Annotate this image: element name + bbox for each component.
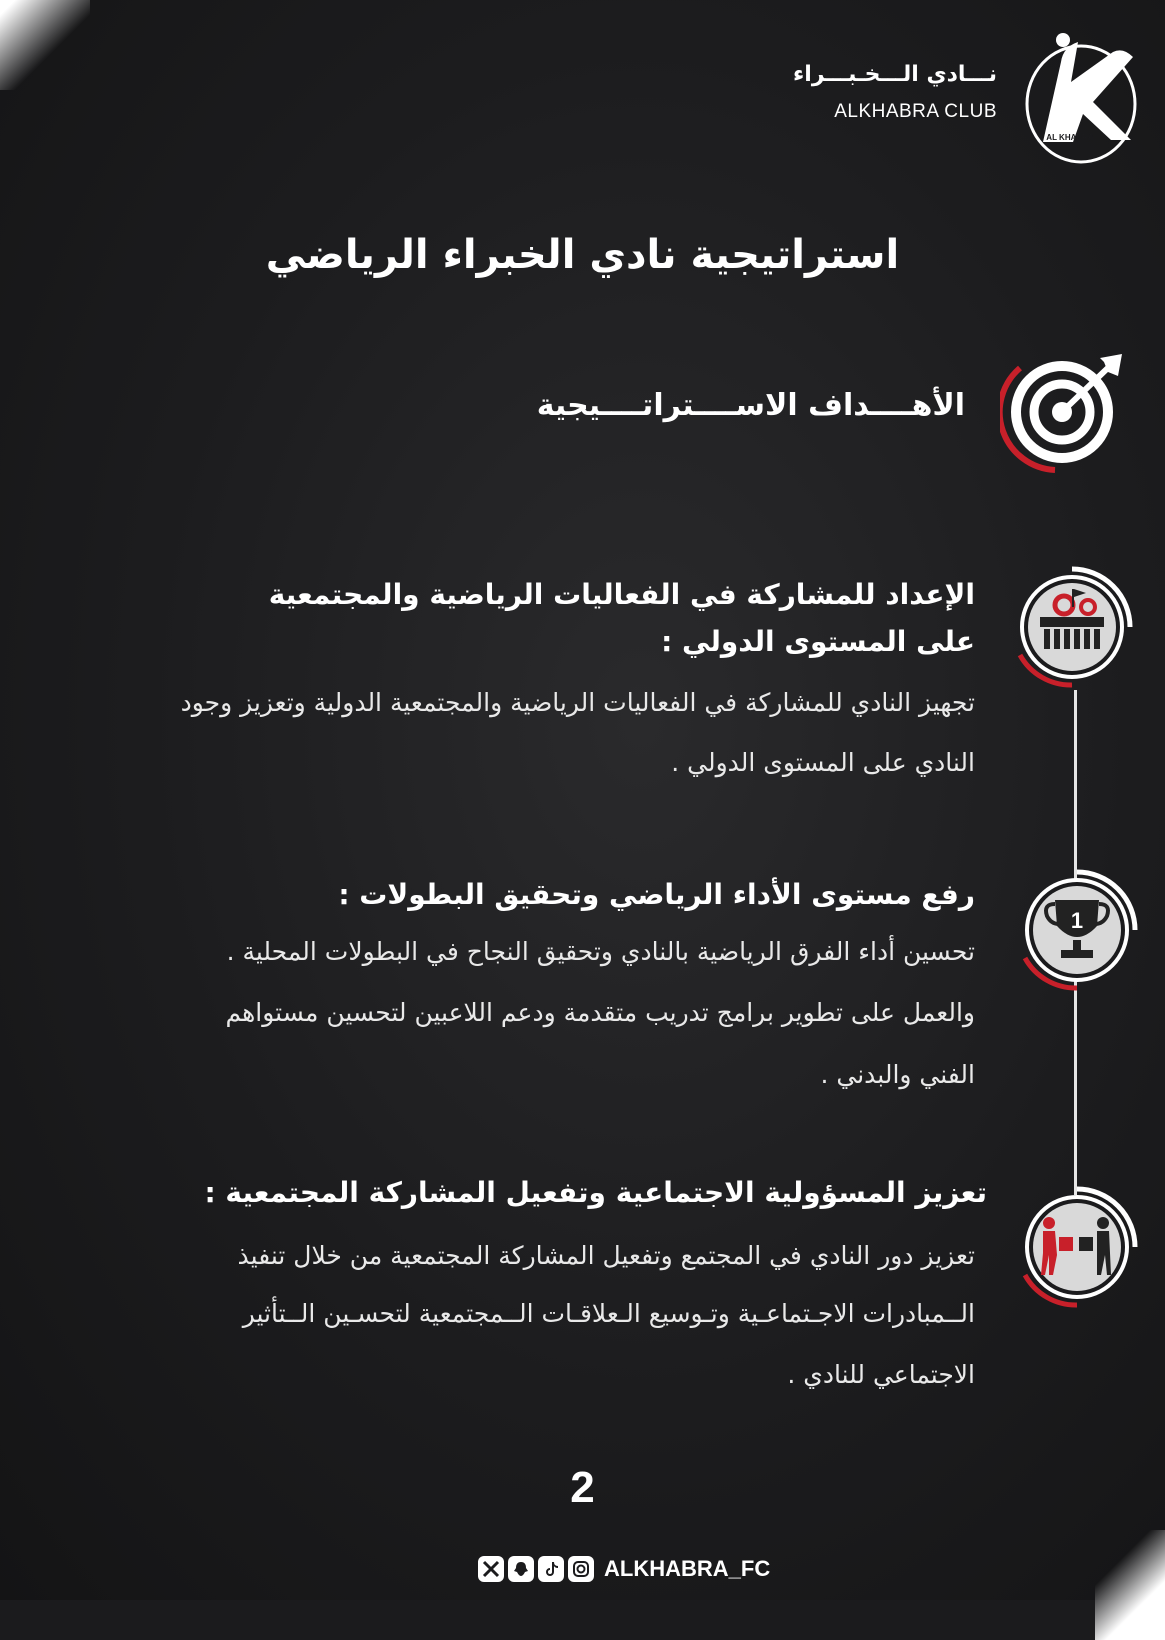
social-handle[interactable]: ALKHABRA_FC bbox=[604, 1556, 771, 1581]
goal-2-icon bbox=[1015, 868, 1140, 997]
page-number: 2 bbox=[570, 1463, 595, 1512]
goal-1-icon bbox=[1010, 565, 1135, 694]
goal-1-title-line1: الإعداد للمشاركة في الفعاليات الرياضية والمجتمعية bbox=[268, 578, 975, 611]
goal-2-body-line1: تحسين أداء الفرق الرياضية بالنادي وتحقيق النجاح في البطولات المحلية . bbox=[226, 937, 975, 966]
goal-1-body-line2: النادي على المستوى الدولي . bbox=[671, 748, 975, 777]
logo-text-en: AL KHABRA bbox=[1046, 133, 1094, 142]
goal-3-icon bbox=[1015, 1185, 1140, 1314]
goal-3-body-line1: تعزيز دور النادي في المجتمع وتفعيل المشاركة المجتمعية من خلال تنفيذ bbox=[237, 1241, 975, 1270]
tiktok-icon[interactable] bbox=[538, 1556, 564, 1582]
section-heading: الأهــــداف الاســــتراتــــيجية bbox=[536, 388, 965, 423]
snapchat-icon[interactable] bbox=[508, 1556, 534, 1582]
page-title: استراتيجية نادي الخبراء الرياضي bbox=[265, 232, 900, 278]
club-logo bbox=[1023, 22, 1143, 167]
brand-text bbox=[793, 62, 997, 123]
goal-2-body-line3: الفني والبدني . bbox=[820, 1060, 975, 1089]
instagram-icon[interactable] bbox=[568, 1556, 594, 1582]
goal-2-body-line2: والعمل على تطوير برامج تدريب متقدمة ودعم اللاعبين لتحسين مستواهم bbox=[225, 998, 975, 1027]
goal-1-body-line1: تجهيز النادي للمشاركة في الفعاليات الرياضية والمجتمعية الدولية وتعزيز وجود bbox=[180, 688, 975, 717]
goal-1-title-line2: على المستوى الدولي : bbox=[661, 625, 975, 658]
goal-3-body-line2: الــمبادرات الاجـتماعـية وتـوسيع الـعلاقـات الــمجتمعية لتحسـين الــتأثير bbox=[242, 1299, 975, 1328]
club-name-english: ALKHABRA CLUB bbox=[834, 101, 997, 122]
x-icon[interactable] bbox=[478, 1556, 504, 1582]
goal-2-title-line1: رفع مستوى الأداء الرياضي وتحقيق البطولات : bbox=[338, 878, 975, 911]
social-bar bbox=[478, 1552, 770, 1586]
corner-decoration-top-left bbox=[0, 0, 90, 90]
goal-3-body-line3: الاجتماعي للنادي . bbox=[787, 1360, 975, 1389]
club-name-arabic: نـــادي الـــخـبـــراء bbox=[793, 62, 997, 87]
goal-3-title-line1: تعزيز المسؤولية الاجتماعية وتفعيل المشاركة المجتمعية : bbox=[204, 1176, 987, 1209]
target-icon bbox=[1000, 350, 1130, 479]
corner-decoration-bottom-right bbox=[1095, 1530, 1165, 1640]
trophy-number: 1 bbox=[1070, 908, 1084, 933]
logo-text-ar: الخبراء bbox=[1058, 143, 1082, 152]
